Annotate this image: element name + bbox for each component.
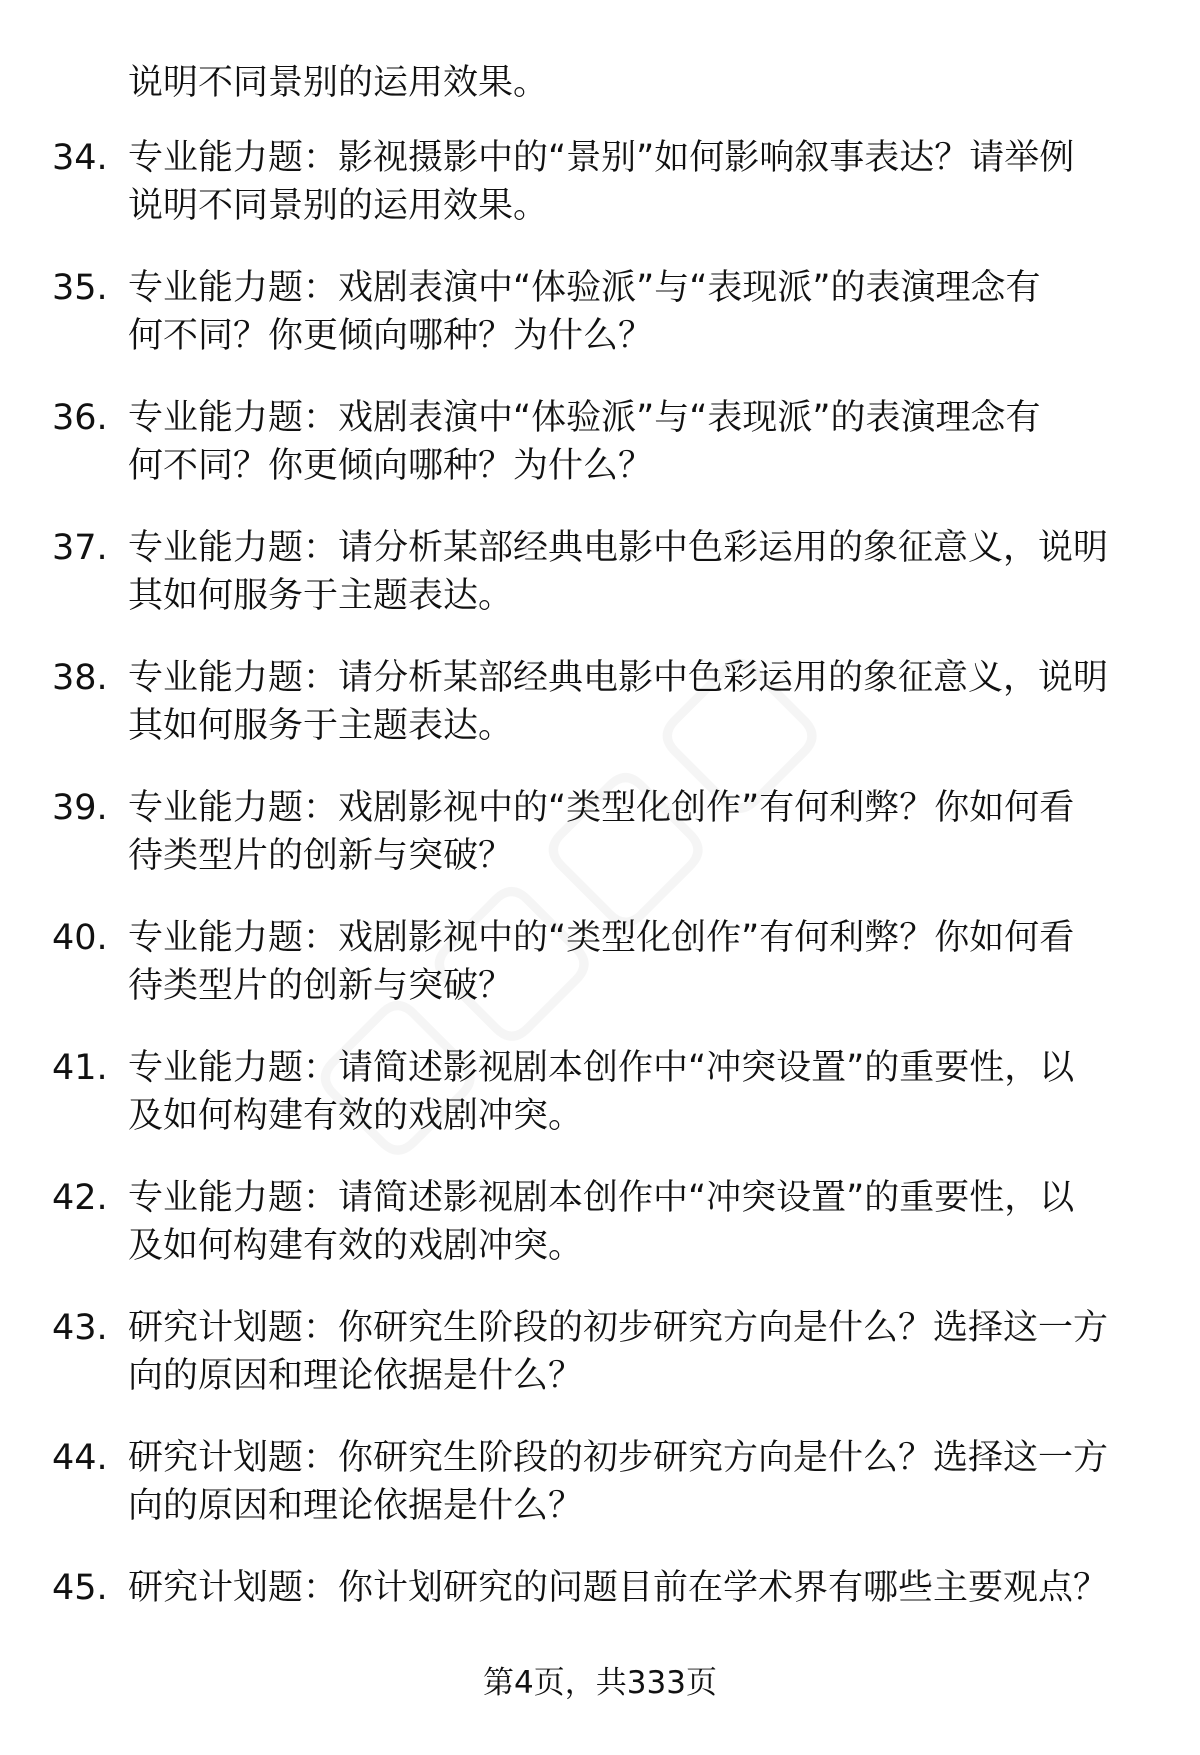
- question-item: [0, 1044, 1200, 1134]
- question-number: 40.: [52, 918, 108, 958]
- question-text: 研究计划题：你计划研究的问题目前在学术界有哪些主要观点？: [128, 1568, 1109, 1608]
- question-number: 42.: [52, 1178, 108, 1218]
- question-list: [0, 134, 1200, 1614]
- question-number: 36.: [52, 398, 108, 438]
- question-number: 43.: [52, 1308, 108, 1348]
- question-number: 44.: [52, 1438, 108, 1478]
- question-number: 45.: [52, 1568, 108, 1608]
- question-text: 专业能力题：请分析某部经典电影中色彩运用的象征意义，说明 其如何服务于主题表达。: [128, 658, 1109, 746]
- question-number: 39.: [52, 788, 108, 828]
- question-text: 专业能力题：戏剧表演中“体验派”与“表现派”的表演理念有 何不同？你更倾向哪种？为什么？: [128, 268, 1041, 356]
- question-item: [0, 914, 1200, 1004]
- question-item: [0, 394, 1200, 484]
- question-text: 专业能力题：戏剧影视中的“类型化创作”有何利弊？你如何看 待类型片的创新与突破？: [128, 788, 1075, 876]
- question-number: 41.: [52, 1048, 108, 1088]
- question-number: 38.: [52, 658, 108, 698]
- question-text: 专业能力题：请简述影视剧本创作中“冲突设置”的重要性，以 及如何构建有效的戏剧冲突。: [128, 1178, 1075, 1266]
- question-text: 专业能力题：戏剧影视中的“类型化创作”有何利弊？你如何看 待类型片的创新与突破？: [128, 918, 1075, 1006]
- question-number: 37.: [52, 528, 108, 568]
- question-text: 专业能力题：戏剧表演中“体验派”与“表现派”的表演理念有 何不同？你更倾向哪种？为什么？: [128, 398, 1041, 486]
- question-text: 专业能力题：影视摄影中的“景别”如何影响叙事表达？请举例 说明不同景别的运用效果。: [128, 138, 1075, 226]
- page-footer: 第4页，共333页: [483, 1665, 717, 1701]
- question-item: [0, 1434, 1200, 1524]
- question-item: [0, 134, 1200, 224]
- question-item: [0, 1304, 1200, 1394]
- continued-text: 说明不同景别的运用效果。: [128, 63, 549, 103]
- question-item: [0, 1174, 1200, 1264]
- question-text: 专业能力题：请分析某部经典电影中色彩运用的象征意义，说明 其如何服务于主题表达。: [128, 528, 1109, 616]
- question-text: 研究计划题：你研究生阶段的初步研究方向是什么？选择这一方 向的原因和理论依据是什么？: [128, 1308, 1109, 1396]
- question-number: 34.: [52, 138, 108, 178]
- question-text: 研究计划题：你研究生阶段的初步研究方向是什么？选择这一方 向的原因和理论依据是什么？: [128, 1438, 1109, 1526]
- question-item: [0, 784, 1200, 874]
- question-item: [0, 524, 1200, 614]
- question-item: [0, 1564, 1200, 1614]
- question-item: [0, 264, 1200, 354]
- question-item: [0, 654, 1200, 744]
- question-number: 35.: [52, 268, 108, 308]
- question-text: 专业能力题：请简述影视剧本创作中“冲突设置”的重要性，以 及如何构建有效的戏剧冲突。: [128, 1048, 1075, 1136]
